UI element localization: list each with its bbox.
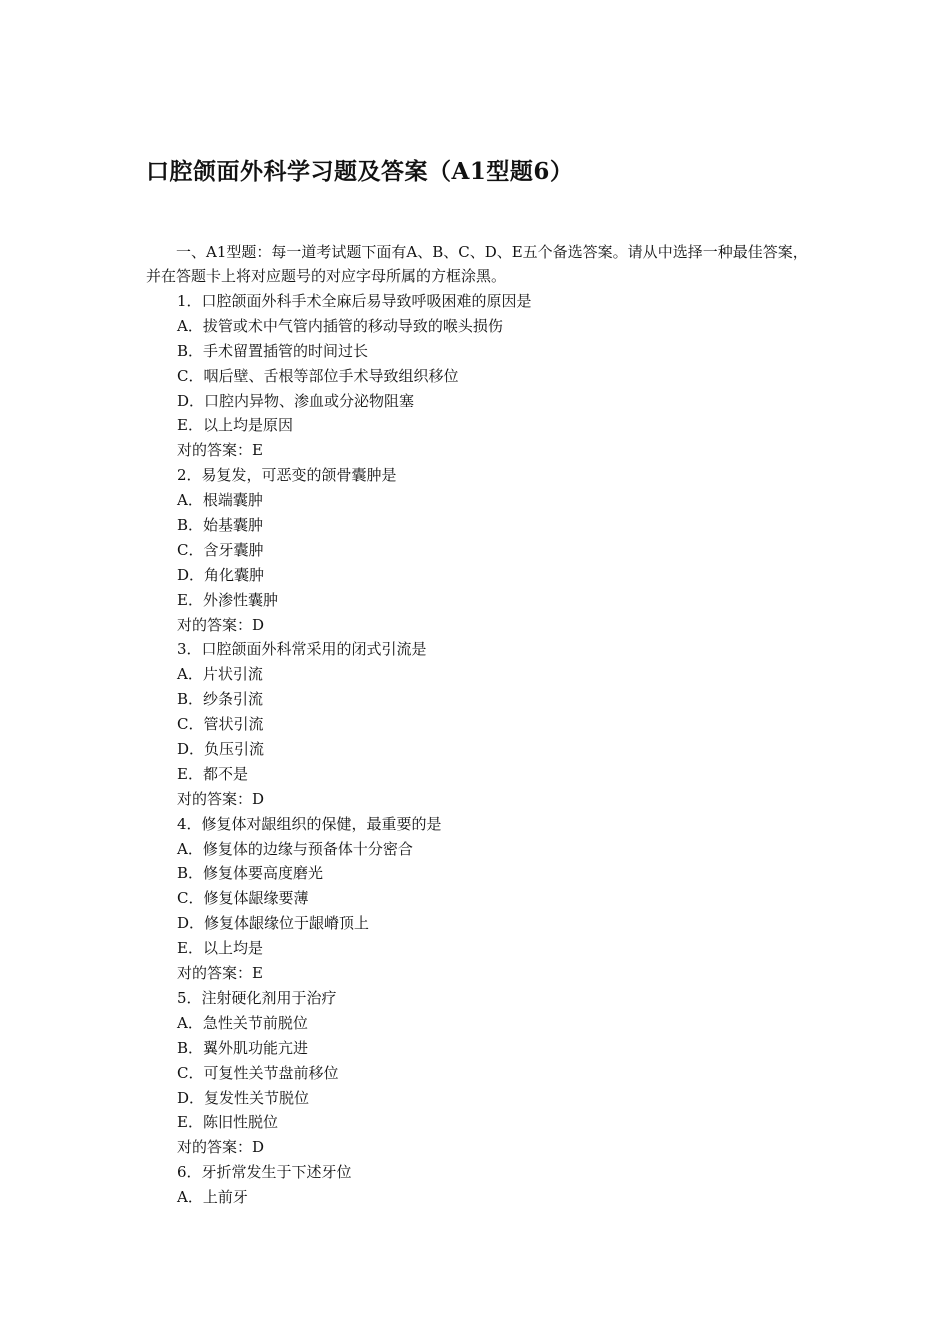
answer-option: E．都不是: [177, 764, 248, 783]
answer-option: C．可复性关节盘前移位: [177, 1063, 339, 1082]
answer-option: A．修复体的边缘与预备体十分密合: [177, 839, 413, 858]
document-title: 口腔颌面外科学习题及答案（A1型题6）: [146, 158, 574, 185]
question-stem: 4．修复体对龈组织的保健，最重要的是: [177, 814, 442, 833]
answer-option: B．纱条引流: [177, 690, 264, 709]
answer-option: C．含牙囊肿: [177, 540, 264, 559]
question-list: [177, 289, 817, 1210]
answer-option: D．口腔内异物、渗血或分泌物阻塞: [177, 391, 415, 410]
question-stem: 2．易复发，可恶变的颌骨囊肿是: [177, 466, 397, 485]
question-stem: 1．口腔颌面外科手术全麻后易导致呼吸困难的原因是: [177, 292, 532, 310]
answer-option: B．修复体要高度磨光: [177, 864, 324, 883]
answer-option: A．根端囊肿: [177, 491, 263, 510]
answer-option: B．翼外肌功能亢进: [177, 1038, 309, 1057]
answer-option: D．负压引流: [177, 740, 265, 759]
question-stem: 6．牙折常发生于下述牙位: [177, 1163, 352, 1182]
answer-option: B．始基囊肿: [177, 516, 264, 535]
answer-option: A．急性关节前脱位: [177, 1013, 308, 1032]
instructions-paragraph: 一、A1型题：每一道考试题下面有A、B、C、D、E五个备选答案。请从中选择一种最佳答案，并在答题卡上将对应题号的对应字母所属的方框涂黑。: [146, 243, 808, 285]
question-stem: 5．注射硬化剂用于治疗: [177, 988, 337, 1007]
answer-option: E．以上均是原因: [177, 416, 293, 435]
answer-option: D．修复体龈缘位于龈嵴顶上: [177, 914, 370, 933]
correct-answer: 对的答案：D: [177, 615, 265, 634]
answer-option: C．管状引流: [177, 715, 264, 734]
answer-option: E．外渗性囊肿: [177, 590, 278, 609]
answer-option: D．角化囊肿: [177, 565, 265, 584]
answer-option: E．以上均是: [177, 939, 263, 958]
answer-option: A．上前牙: [177, 1188, 248, 1207]
answer-option: C．咽后壁、舌根等部位手术导致组织移位: [177, 366, 459, 385]
answer-option: A．片状引流: [177, 665, 263, 684]
answer-option: D．复发性关节脱位: [177, 1088, 310, 1107]
correct-answer: 对的答案：D: [177, 1138, 265, 1157]
answer-option: A．拔管或术中气管内插管的移动导致的喉头损伤: [177, 316, 503, 335]
answer-option: C．修复体龈缘要薄: [177, 889, 309, 908]
question-stem: 3．口腔颌面外科常采用的闭式引流是: [177, 640, 427, 659]
correct-answer: 对的答案：E: [177, 441, 263, 460]
answer-option: E．陈旧性脱位: [177, 1113, 278, 1132]
answer-option: B．手术留置插管的时间过长: [177, 341, 369, 360]
correct-answer: 对的答案：D: [177, 789, 265, 808]
correct-answer: 对的答案：E: [177, 964, 263, 983]
